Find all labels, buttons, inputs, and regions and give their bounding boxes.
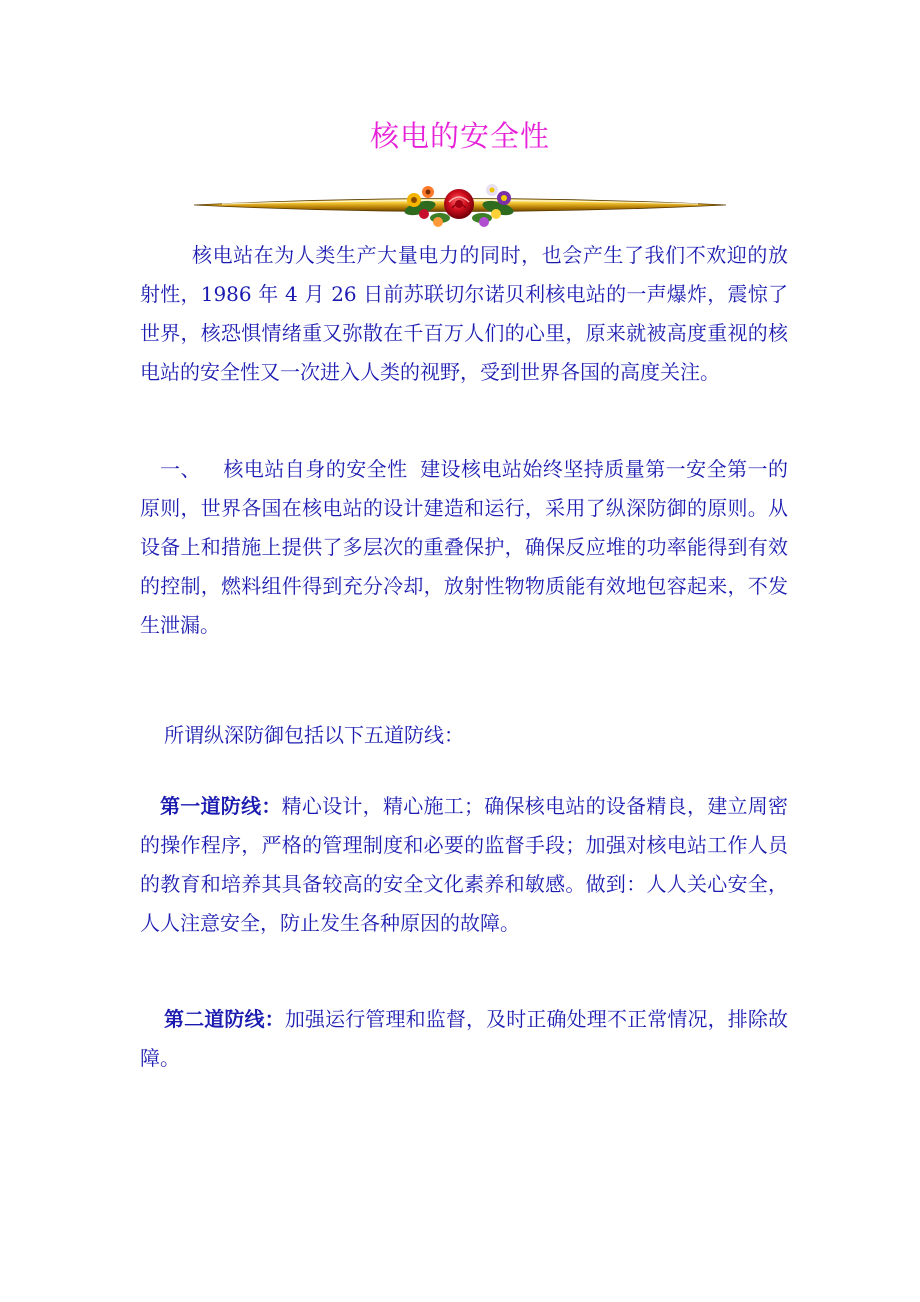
rose-bouquet-divider-icon <box>192 178 728 230</box>
first-defense-label: 第一道防线： <box>160 794 282 818</box>
first-defense-body: 精心设计，精心施工；确保核电站的设备精良，建立周密的操作程序，严格的管理制度和必要的监督手段；加强对核电站工作人员的教育和培养其具备较高的安全文化素养和敏感。做到：人人关心安全，人人注意安全，防止发生各种原因的故障。 <box>140 794 789 935</box>
page-title: 核电的安全性 <box>369 119 550 153</box>
intro-paragraph: 核电站在为人类生产大量电力的同时，也会产生了我们不欢迎的放射性，1986 年 4 月 26 日前苏联切尔诺贝利核电站的一声爆炸，震惊了世界，核恐惧情绪重又弥散在千百万人们的心里，原来就被高度重视的核电站的安全性又一次进入人类的视野，受到世界各国的高度关注。 <box>140 243 788 384</box>
first-defense-paragraph <box>140 787 788 943</box>
section-one-paragraph <box>140 450 788 645</box>
defense-intro-paragraph: 所谓纵深防御包括以下五道防线： <box>164 723 464 747</box>
section-one-heading: 核电站自身的安全性 <box>222 457 408 481</box>
second-defense-body: 加强运行管理和监督，及时正确处理不正常情况，排除故障。 <box>140 1007 789 1070</box>
second-defense-label: 第二道防线： <box>164 1007 285 1031</box>
section-one-number: 一、 <box>160 457 201 481</box>
second-defense-paragraph <box>140 1000 788 1078</box>
section-one-body: 建设核电站始终坚持质量第一安全第一的原则，世界各国在核电站的设计建造和运行，采用了纵深防御的原则。从设备上和措施上提供了多层次的重叠保护，确保反应堆的功率能得到有效的控制，燃料组件得到充分冷却，放射性物物质能有效地包容起来，不发生泄漏。 <box>140 457 789 637</box>
